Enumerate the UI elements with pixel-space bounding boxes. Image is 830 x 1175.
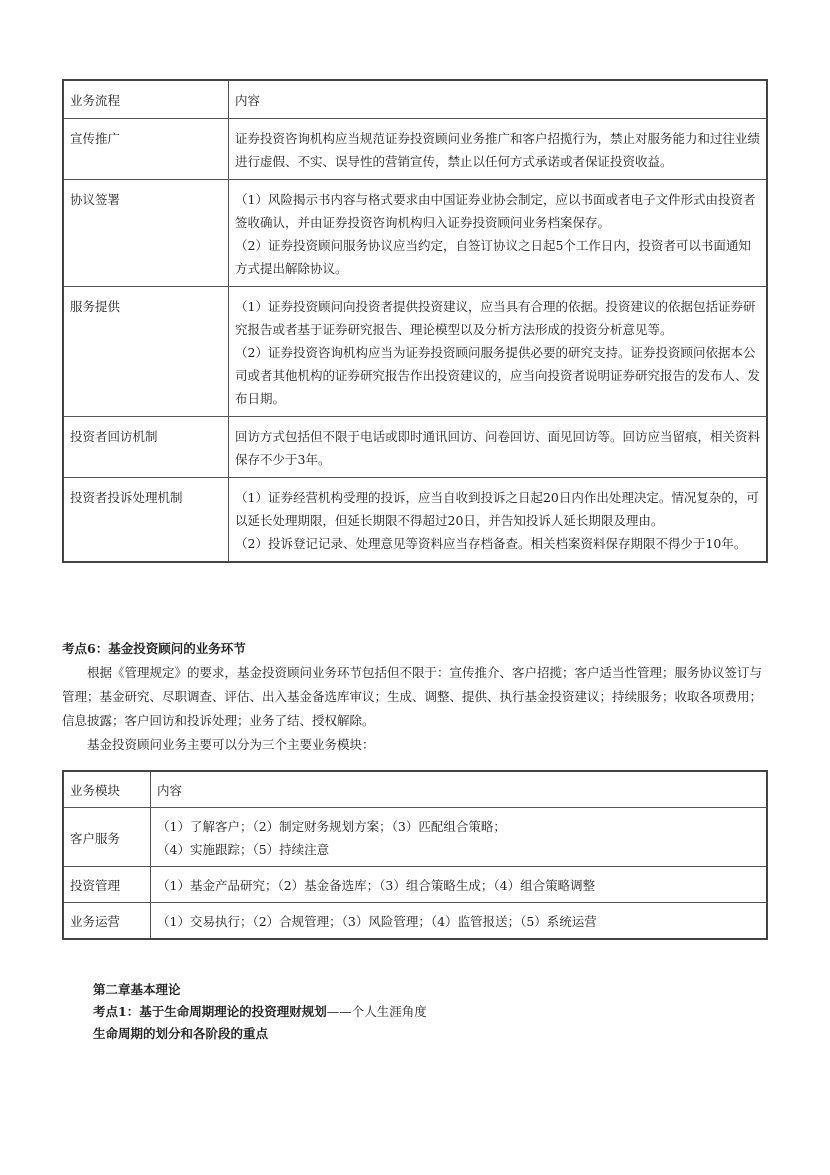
row-content: [151, 808, 768, 867]
paragraph: 根据《管理规定》的要求，基金投资顾问业务环节包括但不限于：宣传推介、客户招揽；客户适当性管理；服务协议签订与管理；基金研究、尽职调查、评估、出入基金备选库审议；生成、调整、提供、执行基金投资建议；持续服务；收取各项费用； 信息披露；客户回访和投诉处理；业务了结、授权解除。: [62, 665, 763, 728]
header-cell-content: 内容: [151, 771, 768, 808]
content-line: （2）投诉登记记录、处理意见等资料应当存档备查。相关档案资料保存期限不得少于10年。: [235, 536, 747, 551]
row-content: [229, 287, 768, 417]
chapter-title: 第二章基本理论: [93, 982, 181, 997]
row-content: [151, 903, 768, 940]
content-line: （2）证券投资咨询机构应当为证券投资顾问服务提供必要的研究支持。证券投资顾问依据本公司或者其他机构的证券研究报告作出投资建议的，应当向投资者说明证券研究报告的发布人、发布日期。: [235, 345, 761, 406]
content-line: （2）证券投资顾问服务协议应当约定，自签订协议之日起5个工作日内，投资者可以书面通知方式提出解除协议。: [235, 238, 751, 276]
header-cell-process: 业务流程: [63, 80, 229, 119]
chapter-point1: [93, 1001, 427, 1023]
row-content: [151, 867, 768, 903]
content-line: （1）基金产品研究；（2）基金备选库；（3）组合策略生成；（4）组合策略调整: [157, 878, 596, 893]
content-line: 回访方式包括但不限于电话或即时通讯回访、问卷回访、面见回访等。回访应当留痕，相关资料保存不少于3年。: [235, 429, 761, 467]
chapter-subheading: 生命周期的划分和各阶段的重点: [93, 1026, 269, 1041]
table-row: [63, 867, 767, 903]
content-line: （1）风险揭示书内容与格式要求由中国证券业协会制定，应以书面或者电子文件形式由投资者签收确认，并由证券投资咨询机构归入证券投资顾问业务档案保存。: [235, 192, 756, 230]
section6-block: [62, 637, 768, 757]
point1-suffix: ——个人生涯角度: [326, 1004, 427, 1019]
content-line: （1）交易执行；（2）合规管理；（3）风险管理；（4）监管报送；（5）系统运营: [157, 914, 597, 929]
row-label: 协议签署: [63, 180, 229, 287]
row-label: 服务提供: [63, 287, 229, 417]
point1-heading: 考点1：基于生命周期理论的投资理财规划: [93, 1004, 327, 1019]
paragraph: 基金投资顾问业务主要可以分为三个主要业务模块：: [87, 737, 375, 752]
row-label: 客户服务: [63, 808, 151, 867]
row-content: [229, 119, 768, 180]
row-label: 投资者投诉处理机制: [63, 478, 229, 563]
content-line: （1）证券投资顾问向投资者提供投资建议，应当具有合理的依据。投资建议的依据包括证券研究报告或者基于证券研究报告、理论模型以及分析方法形成的投资分析意见等。: [235, 299, 756, 337]
table-header-row: [63, 80, 767, 119]
table-row: [63, 180, 767, 287]
table-row: [63, 903, 767, 940]
row-label: 业务运营: [63, 903, 151, 940]
table-header-row: [63, 771, 767, 808]
row-label: 投资管理: [63, 867, 151, 903]
table-row: [63, 478, 767, 563]
header-cell-module: 业务模块: [63, 771, 151, 808]
content-line: （1）证券经营机构受理的投诉，应当自收到投诉之日起20日内作出处理决定。情况复杂的，可以延长处理期限，但延长期限不得超过20日，并告知投诉人延长期限及理由。: [235, 490, 759, 528]
content-line: （4）实施跟踪；（5）持续注意: [157, 842, 330, 857]
row-content: [229, 478, 768, 563]
row-label: 宣传推广: [63, 119, 229, 180]
table-row: [63, 287, 767, 417]
row-label: 投资者回访机制: [63, 417, 229, 478]
section-heading: 考点6：基金投资顾问的业务环节: [62, 641, 246, 656]
table-row: [63, 417, 767, 478]
business-process-table: [62, 79, 768, 563]
header-cell-content: 内容: [229, 80, 768, 119]
row-content: [229, 180, 768, 287]
business-module-table: [62, 770, 768, 940]
row-content: [229, 417, 768, 478]
table-row: [63, 808, 767, 867]
table-row: [63, 119, 767, 180]
content-line: （1）了解客户；（2）制定财务规划方案；（3）匹配组合策略；: [157, 819, 506, 834]
content-line: 证券投资咨询机构应当规范证券投资顾问业务推广和客户招揽行为，禁止对服务能力和过往业绩进行虚假、不实、误导性的营销宣传，禁止以任何方式承诺或者保证投资收益。: [235, 131, 761, 169]
